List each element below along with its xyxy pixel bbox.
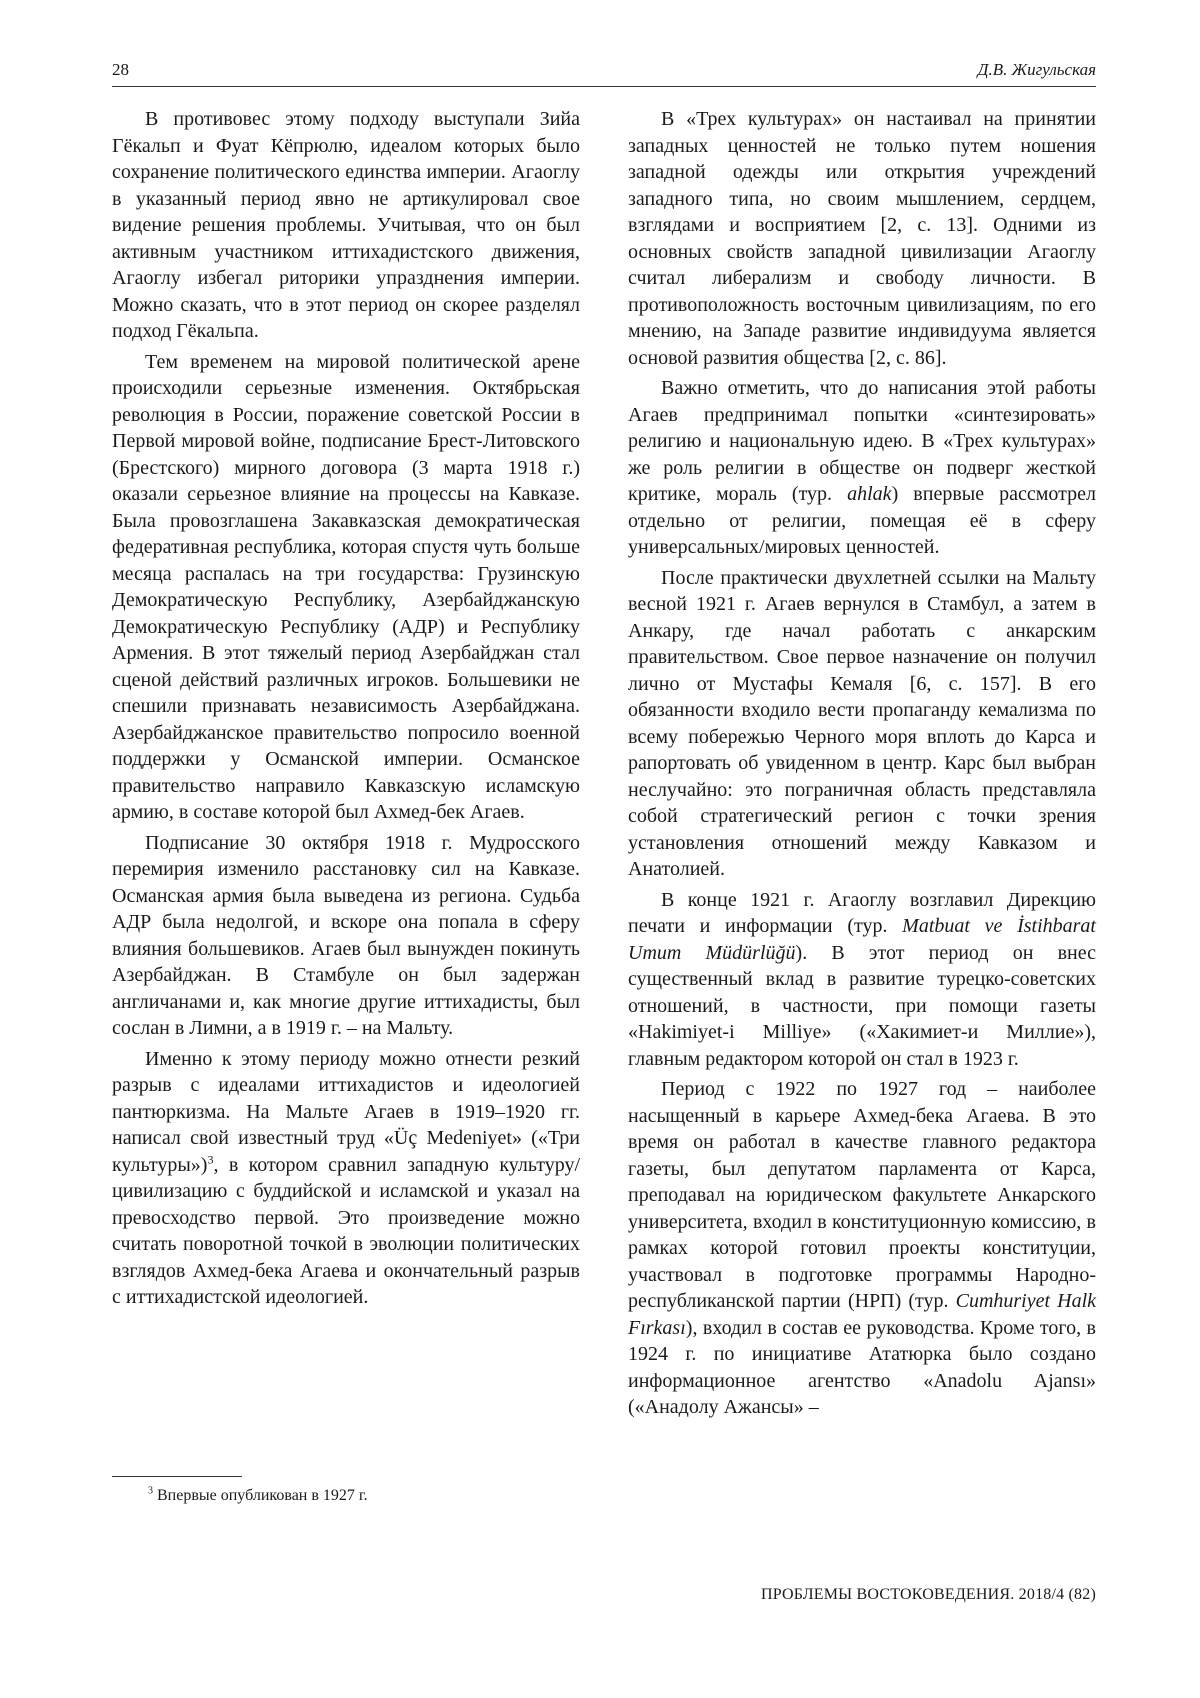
footnote-text: Впервые опубликован в 1927 г. xyxy=(153,1487,368,1504)
paragraph-text: Период с 1922 по 1927 год – наиболее насыщенный в карьере Ахмед-бека Агаева. В это время он работал в качестве главного редактора газеты, был депутатом парламента от Карса, преподавал на юридическом факультете Анкарского университета, входил в конституционную комиссию, в рамках которой готовил проекты конституции, участвовал в подготовке программы Народно-республиканской партии (НРП) (тур. xyxy=(628,1078,1096,1312)
paragraph-text: В конце 1921 г. Агаоглу возглавил Дирекцию печати и информации (тур. xyxy=(628,888,1096,937)
paragraph: После практически двухлетней ссылки на Мальту весной 1921 г. Агаев вернулся в Стамбул, а затем в Анкару, где начал работать с анкарским правительством. Свое первое назначение он получил лично от Мустафы Кемаля [6, с. 157]. В его обязанности входило вести пропаганду кемализма по всему побережью Черного моря вплоть до Карса и рапортовать об увиденном в центр. Карс был выбран неслучайно: это пограничная область представляла собой стратегический регион с точки зрения установления отношений между Кавказом и Анатолией. xyxy=(628,566,1096,880)
paragraph-text: Важно отметить, что до написания этой работы Агаев предпринимал попытки «синтезировать» религию и национальную идею. В «Трех культурах» же роль религии в обществе он подверг жесткой критике, мораль (тур. xyxy=(628,377,1096,505)
footnote-reference[interactable]: 3 xyxy=(207,1151,214,1166)
page-header xyxy=(112,60,1096,86)
right-column xyxy=(628,106,1096,1425)
paragraph: Подписание 30 октября 1918 г. Мудросского перемирия изменило расстановку сил на Кавказе. Османская армия была выведена из региона. Судьба АДР была недолгой, и вскоре она попала в сферу влияния большевиков. Агаев был вынужден покинуть Азербайджан. В Стамбуле он был задержан англичанами и, как многие другие иттихадисты, был сослан в Лимни, а в 1919 г. – на Мальту. xyxy=(112,831,580,1039)
foreign-term: ahlak xyxy=(847,483,892,505)
header-rule xyxy=(112,86,1096,87)
footnote xyxy=(148,1486,368,1506)
paragraph xyxy=(628,1076,1096,1421)
footnote-mark: 3 xyxy=(148,1485,153,1497)
paragraph xyxy=(628,887,1096,1073)
paragraph xyxy=(628,375,1096,561)
paragraph: Тем временем на мировой политической арене происходили серьезные изменения. Октябрьская революция в России, поражение советской России в Первой мировой войне, подписание Брест-Литовского (Брестского) мирного договора (3 марта 1918 г.) оказали серьезное влияние на процессы на Кавказе. Была провозглашена Закавказская демократическая федеративная республика, которая спустя чуть больше месяца распалась на три государства: Грузинскую Демократическую Республику, Азербайджанскую Демократическую Республику (АДР) и Республику Армения. В этот тяжелый период Азербайджан стал сценой действий различных игроков. Большевики не спешили признавать независимость Азербайджана. Азербайджанское правительство попросило военной поддержки у Османской империи. Османское правительство направило Кавказскую исламскую армию, в составе которой был Ахмед-бек Агаев. xyxy=(112,350,580,823)
foreign-term: Matbuat ve İstihbarat Umum Müdürlüğü xyxy=(628,915,1096,964)
paragraph: В противовес этому подходу выступали Зийа Гёкальп и Фуат Кёпрюлю, идеалом которых было сохранение политического единства империи. Агаоглу в указанный период явно не артикулировал свое видение решения проблемы. Учитывая, что он был активным участником иттихадистского движения, Агаоглу избегал риторики упразднения империи. Можно сказать, что в этот период он скорее разделял подход Гёкальпа. xyxy=(112,108,580,342)
paragraph-text: Именно к этому периоду можно отнести резкий разрыв с идеалами иттихадистов и идеологией пантюркизма. На Мальте Агаев в 1919–1920 гг. написал свой известный труд «Üç Medeniyet» («Три культуры») xyxy=(112,1047,580,1176)
paragraph: В «Трех культурах» он настаивал на принятии западных ценностей не только путем ношения западной одежды или открытия учреждений западного типа, но своим мышлением, сердцем, взглядами и восприятием [2, с. 13]. Одними из основных свойств западной цивилизации Агаоглу считал либерализм и свободу личности. В противоположность восточным цивилизациям, по его мнению, на Западе развитие индивидуума является основой развития общества [2, с. 86]. xyxy=(628,108,1096,369)
left-column xyxy=(112,106,580,1315)
running-author: Д.В. Жигульская xyxy=(977,60,1096,79)
paragraph-text: , в котором сравнил западную культуру/цивилизацию с буддийской и исламской и указал на превосходство первой. Это произведение можно считать поворотной точкой в эволюции политических взглядов Ахмед-бека Агаева и окончательный разрыв с иттихадистской идеологией. xyxy=(112,1153,580,1308)
paragraph-text: ), входил в состав ее руководства. Кроме того, в 1924 г. по инициативе Ататюрка было создано информационное агентство «Anadolu Ajansı» («Анадолу Ажансы» – xyxy=(628,1316,1096,1418)
foreign-term: Cumhuriyet Halk Fırkası xyxy=(628,1290,1097,1339)
journal-footer: ПРОБЛЕМЫ ВОСТОКОВЕДЕНИЯ. 2018/4 (82) xyxy=(760,1586,1096,1603)
footnote-rule xyxy=(112,1476,242,1477)
paragraph-text: ). В этот период он внес существенный вклад в развитие турецко-советских отношений, в частности, при помощи газеты «Hakimiyet-i Milliye» («Хакимиет-и Миллие»), главным редактором которой он стал в 1923 г. xyxy=(628,941,1096,1070)
paragraph-text: ) впервые рассмотрел отдельно от религии, помещая её в сферу универсальных/мировых ценностей. xyxy=(628,483,1097,558)
page-number: 28 xyxy=(112,60,129,79)
paragraph xyxy=(112,1046,580,1311)
